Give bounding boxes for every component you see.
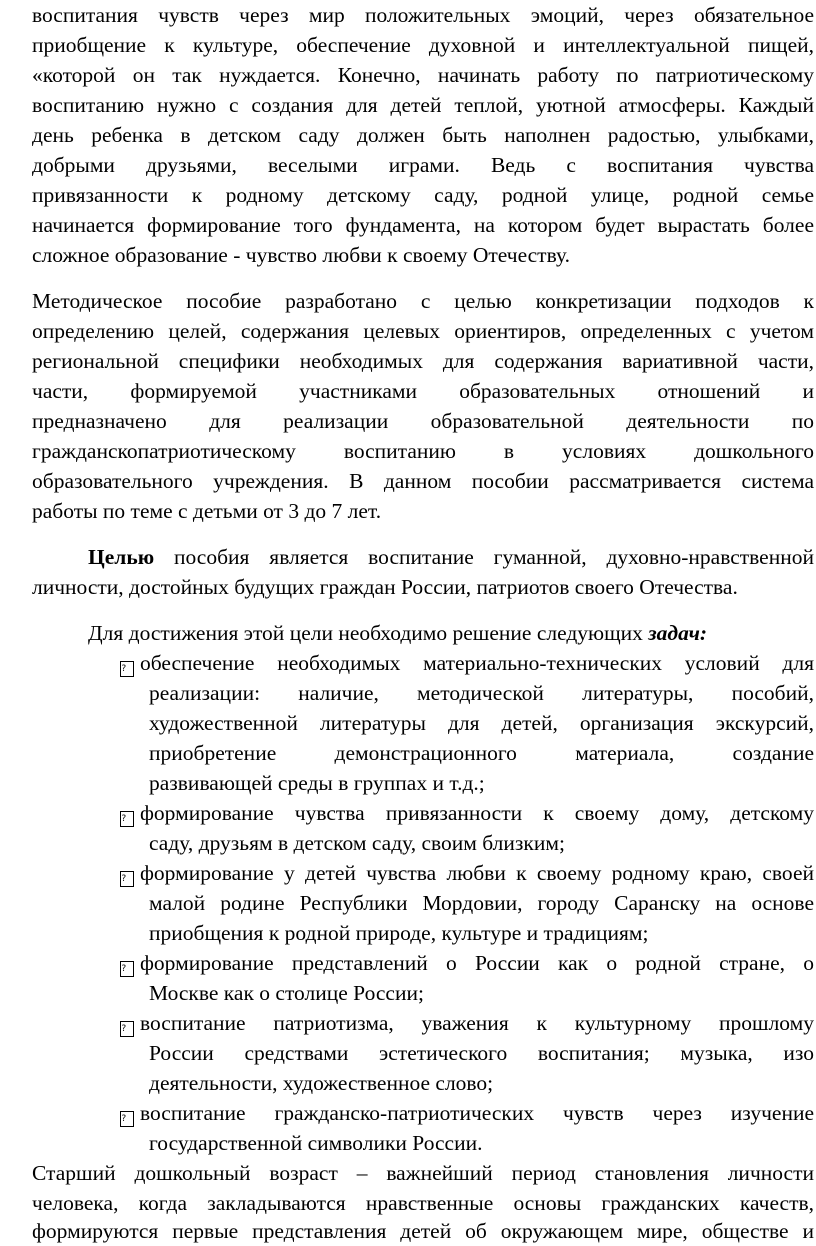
list-item-text: государственной символики России. [149,1131,483,1155]
list-item-text: реализации: наличие, методической литературы, пособий, [149,681,814,705]
list-item-text: формирование представлений о России как о родной стране, о [140,951,814,975]
list-item-text: воспитание патриотизма, уважения к культурному прошлому [140,1011,814,1035]
text-line: личности, достойных будущих граждан России, патриотов своего Отечества. [32,575,738,599]
text-line: формируются первые представления детей об окружающем мире, обществе и [32,1219,814,1243]
text-line: работы по теме с детьми от 3 до 7 лет. [32,499,382,523]
list-item-text: развивающей среды в группах и т.д.; [149,771,485,795]
text-line: добрыми друзьями, веселыми играми. Ведь с воспитания чувства [32,153,814,177]
list-item [120,948,814,978]
bullet-icon: ? [120,961,134,977]
text-line: региональной специфики необходимых для содержания вариативной части, [32,349,814,373]
goal-line [88,542,814,572]
list-item-text: деятельности, художественное слово; [149,1071,494,1095]
list-item-text: Москве как о столице России; [149,981,424,1005]
tasks-intro [88,618,707,648]
bullet-icon: ? [120,661,134,677]
text-line: день ребенка в детском саду должен быть наполнен радостью, улыбками, [32,123,814,147]
list-item-text: обеспечение необходимых материально-технических условий для [140,651,814,675]
text-line: гражданскопатриотическому воспитанию в условиях дошкольного [32,439,814,463]
tasks-keyword: задач: [648,621,708,645]
list-item [120,648,814,678]
list-item [120,1098,814,1128]
text-line: человека, когда закладываются нравственные основы гражданских качеств, [32,1191,814,1215]
text-line: предназначено для реализации образовательной деятельности по [32,409,814,433]
bullet-icon: ? [120,1021,134,1037]
bullet-icon: ? [120,811,134,827]
text-line: определению целей, содержания целевых ориентиров, определенных с учетом [32,319,814,343]
list-item-text: приобретение демонстрационного материала, создание [149,741,814,765]
text-line: воспитанию нужно с создания для детей теплой, уютной атмосферы. Каждый [32,93,814,117]
goal-keyword: Целью [88,545,155,569]
text-line: образовательного учреждения. В данном пособии рассматривается система [32,469,814,493]
text-line: части, формируемой участниками образовательных отношений и [32,379,814,403]
list-item [120,858,814,888]
bullet-icon: ? [120,871,134,887]
text-line: сложное образование - чувство любви к своему Отечеству. [32,243,570,267]
list-item-text: России средствами эстетического воспитания; музыка, изо [149,1041,814,1065]
list-item-text: формирование чувства привязанности к своему дому, детскому [140,801,814,825]
list-item-text: воспитание гражданско-патриотических чувств через изучение [140,1101,814,1125]
bullet-icon: ? [120,1111,134,1127]
text-line: начинается формирование того фундамента, на котором будет вырастать более [32,213,814,237]
tasks-intro-text: Для достижения этой цели необходимо решение следующих [88,621,649,645]
goal-text: пособия является воспитание гуманной, духовно-нравственной [154,545,814,569]
text-line: Методическое пособие разработано с целью конкретизации подходов к [32,289,814,313]
list-item-text: приобщения к родной природе, культуре и традициям; [149,921,649,945]
text-line: привязанности к родному детскому саду, родной улице, родной семье [32,183,814,207]
text-line: Старший дошкольный возраст – важнейший период становления личности [32,1161,814,1185]
text-line: воспитания чувств через мир положительных эмоций, через обязательное [32,3,814,27]
list-item-text: малой родине Республики Мордовии, городу Саранску на основе [149,891,814,915]
list-item-text: формирование у детей чувства любви к своему родному краю, своей [140,861,814,885]
list-item [120,798,814,828]
list-item-text: саду, друзьям в детском саду, своим близким; [149,831,565,855]
text-line: «которой он так нуждается. Конечно, начинать работу по патриотическому [32,63,814,87]
text-line: приобщение к культуре, обеспечение духовной и интеллектуальной пищей, [32,33,814,57]
list-item-text: художественной литературы для детей, организация экскурсий, [149,711,814,735]
list-item [120,1008,814,1038]
